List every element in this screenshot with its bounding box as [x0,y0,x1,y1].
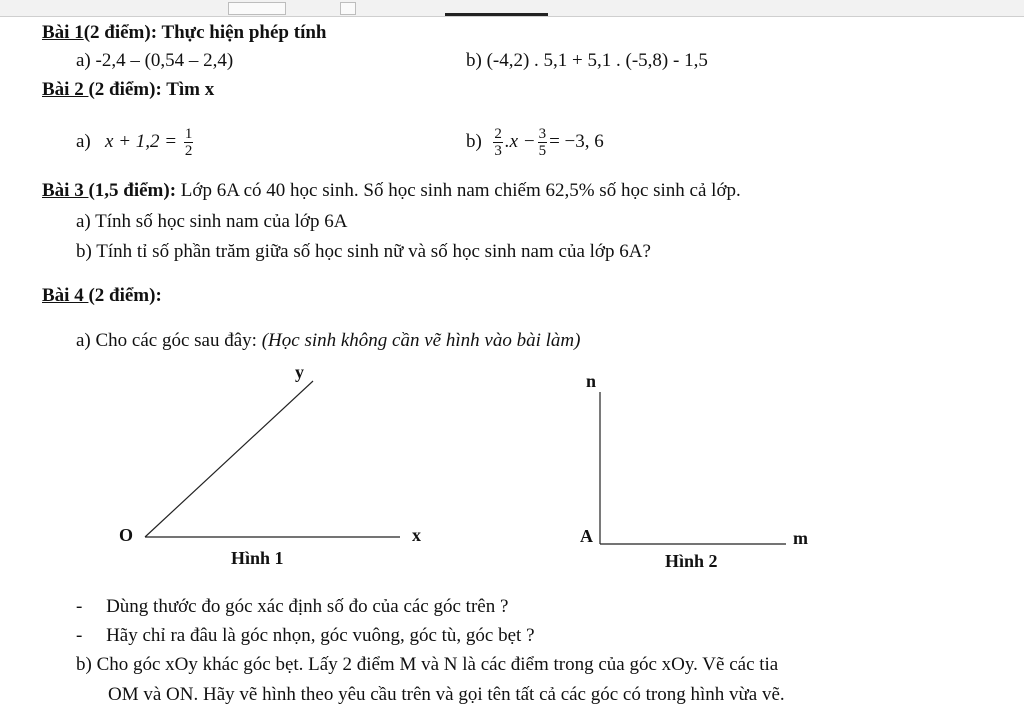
bai4-bullet-2: - Hãy chỉ ra đâu là góc nhọn, góc vuông, góc tù, góc bẹt ? [76,625,535,646]
bai4-a-prefix: a) Cho các góc sau đây: [76,330,262,351]
bai2-a-label: a) [76,131,91,152]
bai2-points: (2 điểm): Tìm x [88,79,215,100]
fig1-label-o: O [119,525,134,545]
bai3-number: Bài 3 [42,180,89,201]
bai4-points: (2 điểm): [88,285,162,306]
fig2-label-a: A [580,526,593,546]
bai4-item-b-line-2: OM và ON. Hãy vẽ hình theo yêu cầu trên và gọi tên tất cả các góc có trong hình vừa vẽ. [108,684,785,705]
fig2-caption: Hình 2 [665,551,718,571]
ray-oy [145,381,313,537]
bai4-bullet-1: - Dùng thước đo góc xác định số đo của các góc trên ? [76,596,509,617]
bai1-points: (2 điểm): Thực hiện phép tính [83,22,327,43]
bai1-item-b: b) (-4,2) . 5,1 + 5,1 . (-5,8) - 1,5 [466,50,708,71]
bai2-number: Bài 2 [42,79,89,100]
bai2-b-mid: .x − [504,131,536,152]
bai2-b-fraction-2: $\frac{3}{5}$ [538,126,547,160]
bai2-b-fraction-1: $\frac{2}{3}$ [494,126,502,160]
fig2-label-m: m [793,528,808,548]
bai4-a-note: (Học sinh không cần vẽ hình vào bài làm) [261,330,581,351]
bai2-b-label: b) [466,131,482,152]
bai2-a-lhs: x + 1,2 = [105,131,178,152]
bai2-b-rhs: = −3, 6 [549,131,604,152]
bai3-points: (1,5 điểm): [88,180,177,201]
fig1-label-x: x [412,525,421,545]
bai4-number: Bài 4 [42,285,89,306]
bai4-item-b-line-1: b) Cho góc xOy khác góc bẹt. Lấy 2 điểm M và N là các điểm trong của góc xOy. Vẽ các tia [76,654,779,675]
bai1-item-a: a) -2,4 – (0,54 – 2,4) [76,50,234,71]
bai1-number: Bài 1 [42,22,84,43]
bai3-item-a: a) Tính số học sinh nam của lớp 6A [76,211,348,232]
bai3-item-b: b) Tính tỉ số phần trăm giữa số học sinh nữ và số học sinh nam của lớp 6A? [76,241,651,262]
bai2-a-fraction: $\frac{1}{2}$ [184,126,193,160]
fig2-label-n: n [586,371,597,391]
bai3-statement: Lớp 6A có 40 học sinh. Số học sinh nam chiếm 62,5% số học sinh cả lớp. [176,180,741,201]
fig1-label-y: y [295,362,304,382]
fig1-caption: Hình 1 [231,548,284,568]
